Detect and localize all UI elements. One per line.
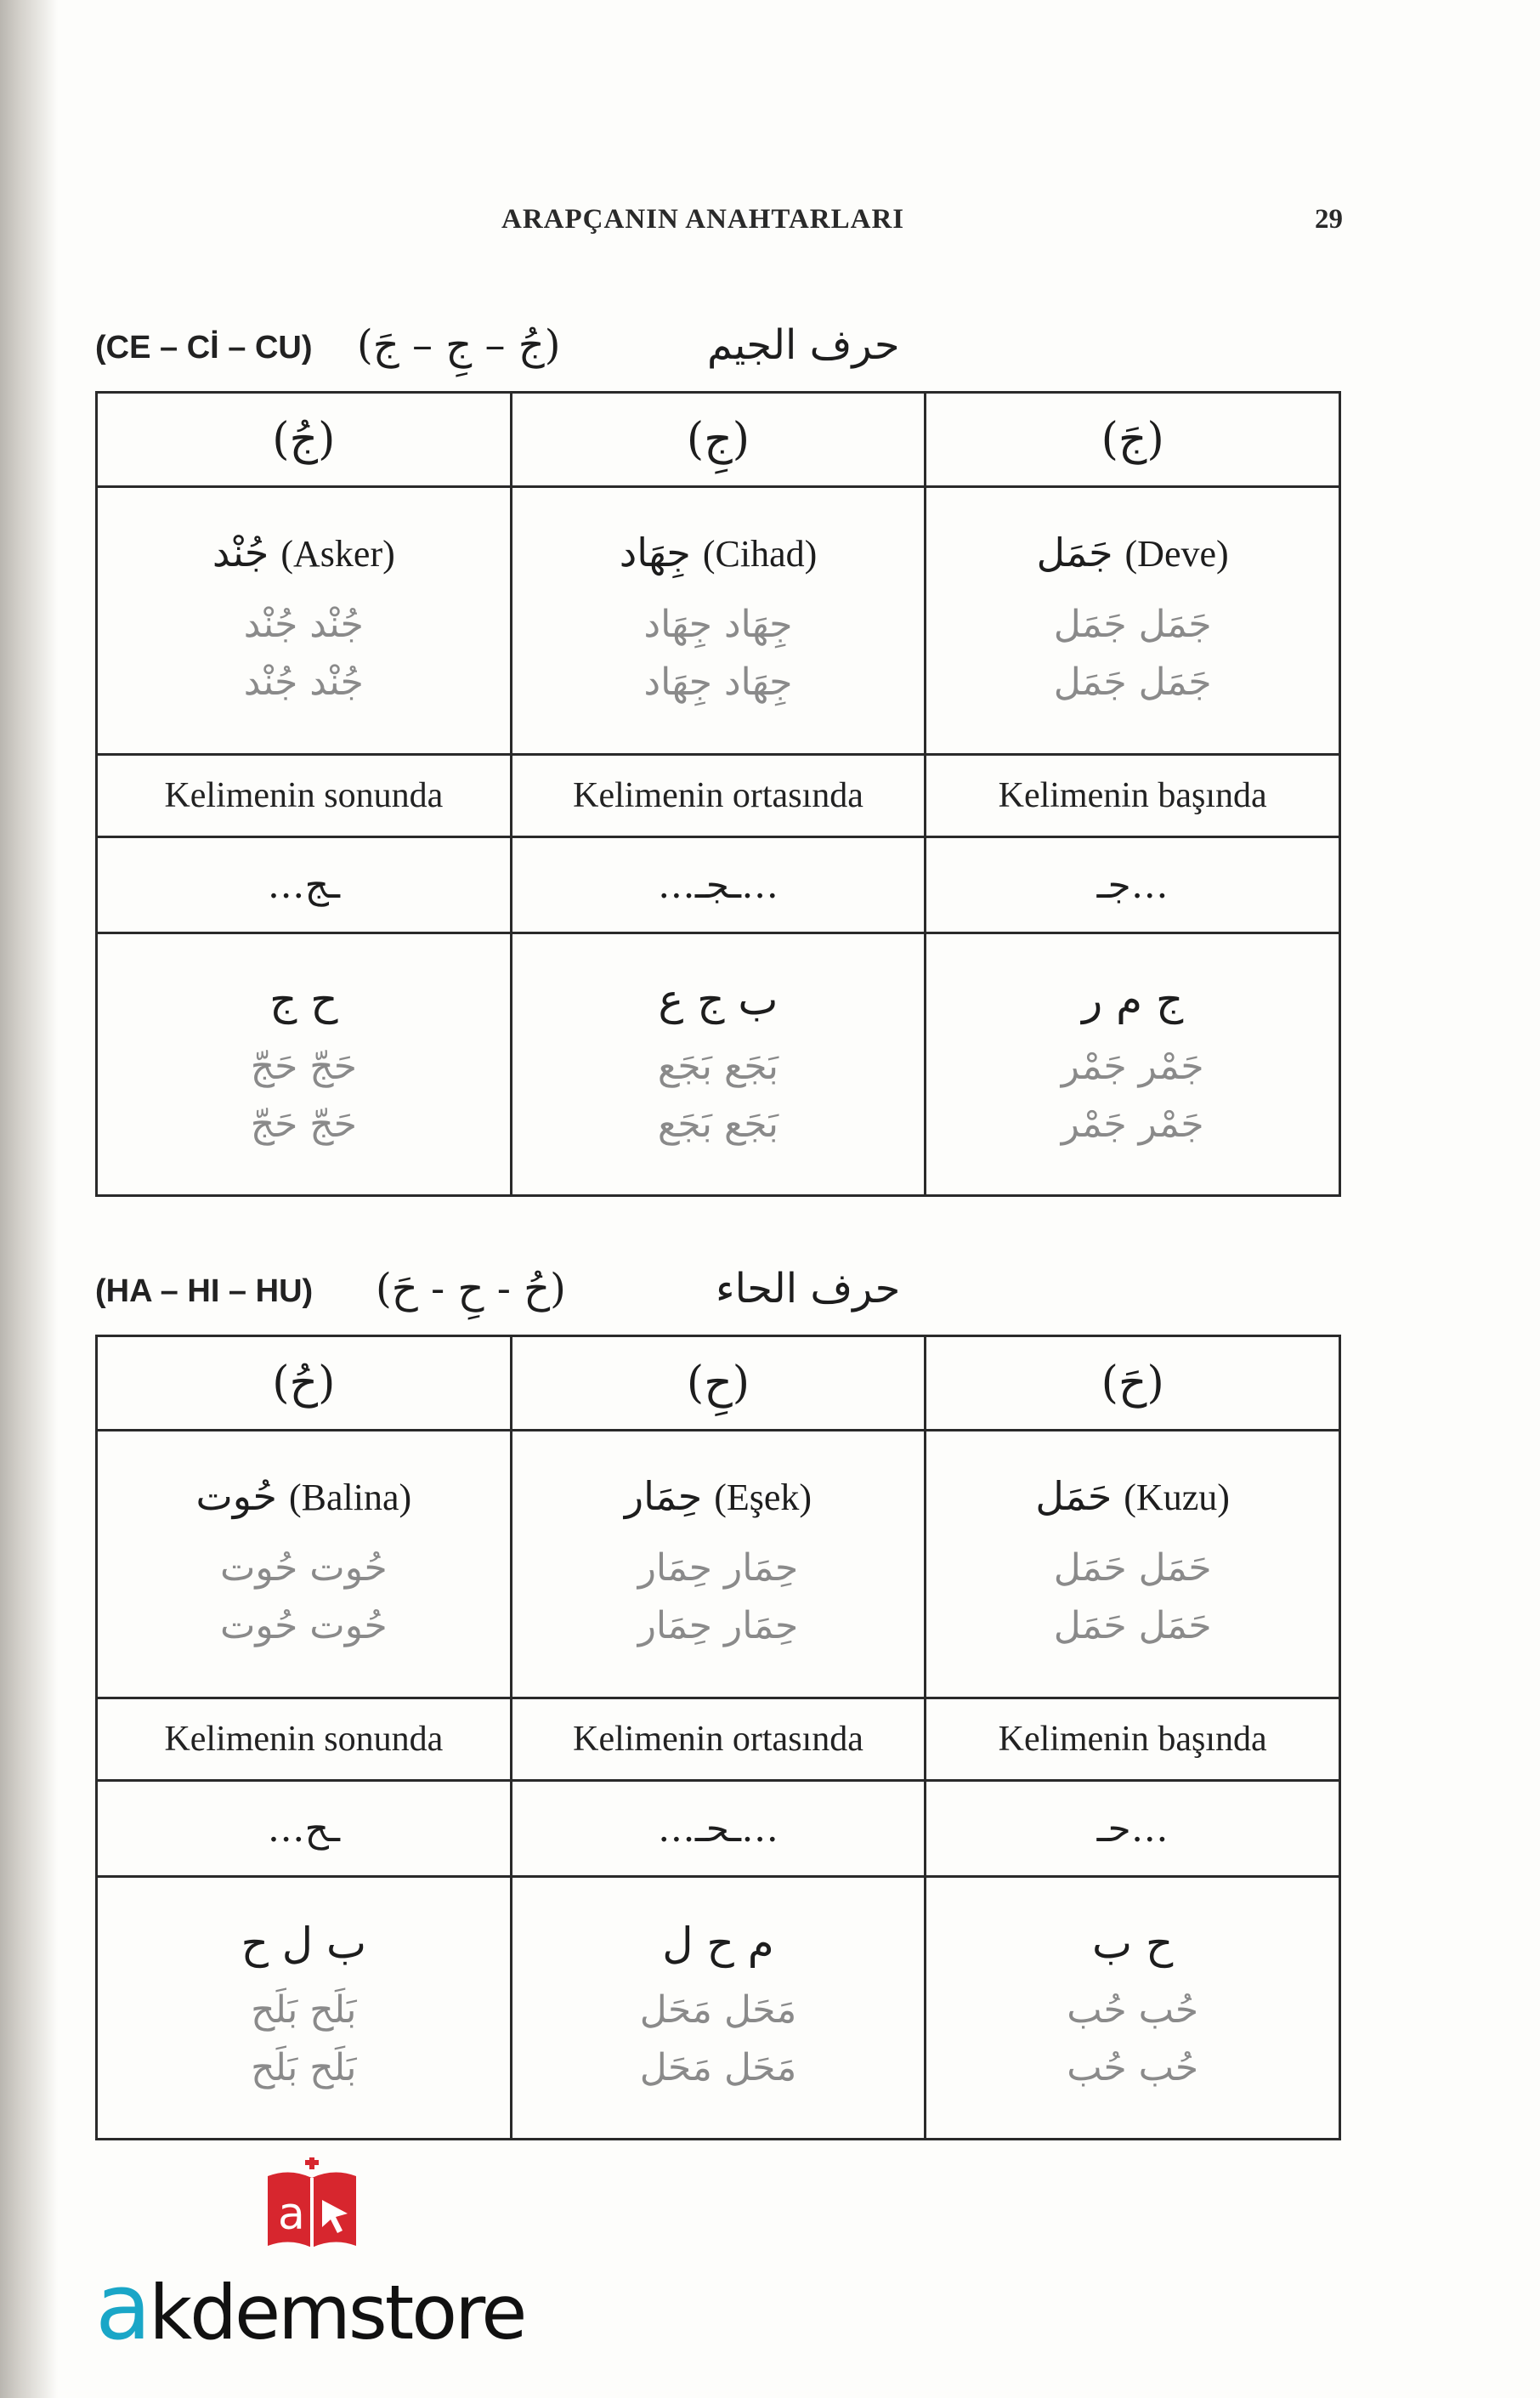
example-arabic: حُوت [195, 1472, 277, 1519]
vowel-cell: (جَ) [926, 393, 1340, 487]
practice-line: مَحَل مَحَل [639, 1987, 797, 2032]
practice-line: بَجَع بَجَع [657, 1044, 779, 1088]
letter-table-ha [95, 1335, 1341, 2140]
section-harakat: (حُ - حِ - حَ) [376, 1265, 566, 1312]
letter-group: ب ج ع [658, 974, 778, 1024]
position-label: Kelimenin başında [926, 1698, 1340, 1781]
practice-line: حَجّ حَجّ [250, 1044, 357, 1088]
letter-group: ح ب [1092, 1918, 1174, 1968]
example-cell [511, 1431, 926, 1698]
letter-group-cell [511, 933, 926, 1196]
example-translation: (Cihad) [702, 532, 818, 575]
example-words-row [97, 487, 1340, 755]
position-label: Kelimenin sonunda [97, 755, 512, 837]
practice-line: حِمَار حِمَار [637, 1604, 799, 1647]
running-title: ARAPÇANIN ANAHTARLARI [501, 204, 905, 235]
example-word [926, 530, 1339, 575]
letter-practice-row [97, 1877, 1340, 2140]
practice-line: جُنْد جُنْد [243, 602, 364, 646]
example-arabic: جَمَل [1036, 529, 1113, 575]
example-word [512, 1473, 925, 1519]
book-cursor-icon [261, 2151, 363, 2253]
section-harakat: (جُ – جِ – جَ) [357, 321, 561, 369]
practice-line: جِهَاد جِهَاد [643, 602, 793, 646]
example-translation: (Deve) [1124, 532, 1229, 575]
letter-group-cell [926, 933, 1340, 1196]
position-row [97, 755, 1340, 837]
example-translation: (Asker) [280, 532, 395, 575]
example-translation: (Eşek) [714, 1476, 812, 1518]
svg-text:a: a [278, 2189, 305, 2240]
practice-line: جَمَل جَمَل [1053, 660, 1212, 704]
practice-line: حُب حُب [1067, 1987, 1199, 2032]
section-arabic-title: حرف الجيم [707, 321, 900, 369]
practice-line: جُنْد جُنْد [243, 660, 364, 704]
example-arabic: جِهَاد [619, 529, 691, 575]
section-arabic-title: حرف الحاء [716, 1265, 901, 1312]
position-row [97, 1698, 1340, 1781]
page-number: 29 [1315, 204, 1343, 235]
position-label: Kelimenin ortasında [511, 1698, 926, 1781]
position-label: Kelimenin ortasında [511, 755, 926, 837]
joined-form: …جـ [926, 837, 1340, 933]
logo-wordmark: akdemstore [95, 2254, 525, 2361]
practice-line: حَجّ حَجّ [250, 1103, 357, 1146]
practice-line: بَجَع بَجَع [657, 1103, 779, 1146]
letter-practice-row [97, 933, 1340, 1196]
vowel-row [97, 1336, 1340, 1431]
example-cell [926, 1431, 1340, 1698]
example-word [98, 1473, 510, 1519]
letter-group-cell [926, 1877, 1340, 2140]
letter-group-cell [511, 1877, 926, 2140]
practice-line: حِمَار حِمَار [637, 1545, 799, 1590]
example-translation: (Balina) [289, 1476, 412, 1518]
practice-line: حَمَل حَمَل [1053, 1545, 1212, 1590]
letter-group-cell [97, 1877, 512, 2140]
book-binding-shadow [0, 0, 58, 2398]
practice-line: مَحَل مَحَل [639, 2046, 797, 2089]
section-heading-ha [95, 1256, 945, 1324]
joined-form-row [97, 1781, 1340, 1877]
practice-line: جَمْر جَمْر [1061, 1044, 1204, 1088]
example-cell [926, 487, 1340, 755]
practice-line: بَلَح بَلَح [251, 2046, 357, 2089]
example-word [98, 530, 510, 575]
joined-form: …حـ [926, 1781, 1340, 1877]
section-latin-title: (CE – Cİ – CU) [95, 330, 313, 366]
letter-group: ح ج [269, 974, 338, 1024]
letter-group: ب ل ح [241, 1918, 367, 1968]
practice-line: جَمَل جَمَل [1053, 602, 1212, 646]
akdemstore-logo [95, 2151, 571, 2361]
example-cell [97, 1431, 512, 1698]
letter-table-jim [95, 391, 1341, 1197]
joined-form: ـج… [97, 837, 512, 933]
practice-line: حَمَل حَمَل [1053, 1604, 1212, 1647]
position-label: Kelimenin sonunda [97, 1698, 512, 1781]
vowel-cell: (حِ) [511, 1336, 926, 1431]
vowel-cell: (حَ) [926, 1336, 1340, 1431]
joined-form: ـح… [97, 1781, 512, 1877]
example-translation: (Kuzu) [1124, 1476, 1230, 1518]
example-cell [97, 487, 512, 755]
vowel-row [97, 393, 1340, 487]
practice-line: بَلَح بَلَح [251, 1987, 357, 2032]
vowel-cell: (جُ) [97, 393, 512, 487]
example-word [926, 1473, 1339, 1519]
vowel-cell: (حُ) [97, 1336, 512, 1431]
vowel-cell: (جِ) [511, 393, 926, 487]
section-heading-jim [95, 313, 945, 381]
joined-form: …ـحـ… [511, 1781, 926, 1877]
practice-line: حُوت حُوت [219, 1545, 388, 1590]
page-header [501, 204, 1343, 247]
position-label: Kelimenin başında [926, 755, 1340, 837]
section-latin-title: (HA – HI – HU) [95, 1273, 314, 1309]
joined-form-row [97, 837, 1340, 933]
example-word [512, 530, 925, 575]
example-arabic: حَمَل [1035, 1472, 1113, 1519]
letter-group: ج م ر [1082, 974, 1184, 1024]
practice-line: حُب حُب [1067, 2046, 1199, 2089]
example-arabic: جُنْد [212, 529, 269, 575]
joined-form: …ـجـ… [511, 837, 926, 933]
example-cell [511, 487, 926, 755]
example-arabic: حِمَار [624, 1472, 703, 1519]
letter-group: م ح ل [662, 1918, 774, 1968]
example-words-row [97, 1431, 1340, 1698]
letter-group-cell [97, 933, 512, 1196]
practice-line: حُوت حُوت [219, 1604, 388, 1647]
practice-line: جِهَاد جِهَاد [643, 660, 793, 704]
practice-line: جَمْر جَمْر [1061, 1103, 1204, 1146]
